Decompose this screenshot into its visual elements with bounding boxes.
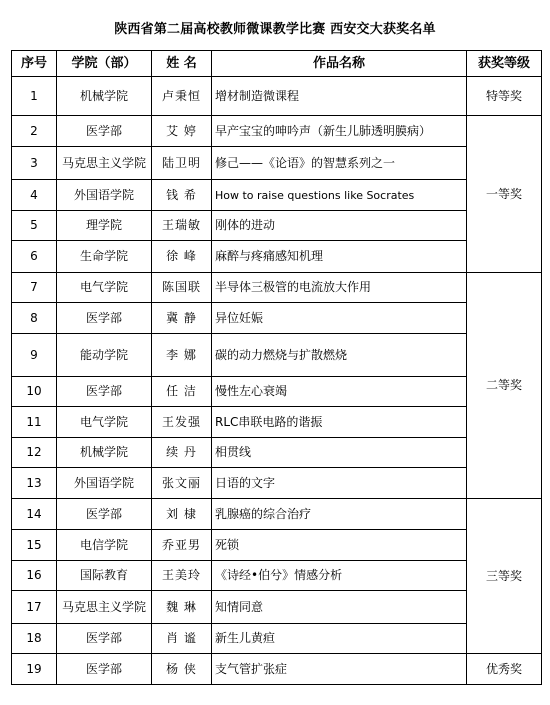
- row-work: 碳的动力燃烧与扩散燃烧: [212, 334, 467, 377]
- table-row: [12, 211, 542, 241]
- row-work: 半导体三极管的电流放大作用: [212, 273, 467, 303]
- header-work: 作品名称: [212, 51, 467, 77]
- row-work: RLC串联电路的谐振: [212, 407, 467, 438]
- table-row: [12, 499, 542, 530]
- row-work: 日语的文字: [212, 468, 467, 499]
- row-name: 任 洁: [152, 377, 212, 407]
- header-college: 学院（部）: [57, 51, 152, 77]
- row-work: 麻醉与疼痛感知机理: [212, 241, 467, 273]
- row-college: 医学部: [57, 377, 152, 407]
- row-college: 外国语学院: [57, 180, 152, 211]
- row-college: 马克思主义学院: [57, 147, 152, 180]
- table-row: [12, 591, 542, 624]
- row-work: 慢性左心衰竭: [212, 377, 467, 407]
- row-college: 能动学院: [57, 334, 152, 377]
- header-name: 姓 名: [152, 51, 212, 77]
- row-no: 18: [12, 624, 57, 654]
- row-work: 相贯线: [212, 438, 467, 468]
- row-name: 王美玲: [152, 561, 212, 591]
- table-row: [12, 303, 542, 334]
- row-no: 1: [12, 77, 57, 116]
- row-college: 机械学院: [57, 77, 152, 116]
- row-no: 15: [12, 530, 57, 561]
- table-row: [12, 116, 542, 147]
- row-work: 乳腺癌的综合治疗: [212, 499, 467, 530]
- row-no: 6: [12, 241, 57, 273]
- row-work: 增材制造微课程: [212, 77, 467, 116]
- row-no: 4: [12, 180, 57, 211]
- row-name: 艾 婷: [152, 116, 212, 147]
- row-work: How to raise questions like Socrates: [212, 180, 467, 211]
- row-name: 魏 琳: [152, 591, 212, 624]
- table-row: [12, 273, 542, 303]
- row-work: 新生儿黄疸: [212, 624, 467, 654]
- row-name: 杨 侠: [152, 654, 212, 685]
- table-row: [12, 407, 542, 438]
- row-name: 刘 棣: [152, 499, 212, 530]
- award-third: 三等奖: [467, 499, 542, 654]
- table-row: [12, 468, 542, 499]
- row-no: 14: [12, 499, 57, 530]
- row-name: 乔亚男: [152, 530, 212, 561]
- row-name: 王发强: [152, 407, 212, 438]
- row-name: 张文丽: [152, 468, 212, 499]
- row-name: 冀 静: [152, 303, 212, 334]
- table-row: [12, 654, 542, 685]
- row-work: 早产宝宝的呻吟声（新生儿肺透明膜病）: [212, 116, 467, 147]
- row-no: 2: [12, 116, 57, 147]
- award-table: [11, 50, 542, 685]
- row-name: 徐 峰: [152, 241, 212, 273]
- header-award: 获奖等级: [467, 51, 542, 77]
- row-no: 9: [12, 334, 57, 377]
- document-title: 陕西省第二届高校教师微课教学比赛 西安交大获奖名单: [114, 22, 436, 37]
- row-name: 陈国联: [152, 273, 212, 303]
- table-row: [12, 334, 542, 377]
- row-name: 王瑞敏: [152, 211, 212, 241]
- row-no: 13: [12, 468, 57, 499]
- row-no: 16: [12, 561, 57, 591]
- row-college: 医学部: [57, 116, 152, 147]
- row-name: 李 娜: [152, 334, 212, 377]
- award-second: 二等奖: [467, 273, 542, 499]
- table-row: [12, 377, 542, 407]
- row-name: 钱 希: [152, 180, 212, 211]
- header-no: 序号: [12, 51, 57, 77]
- row-college: 电信学院: [57, 530, 152, 561]
- row-college: 医学部: [57, 624, 152, 654]
- award-first: 一等奖: [467, 116, 542, 273]
- row-work: 修己——《论语》的智慧系列之一: [212, 147, 467, 180]
- award-special: 特等奖: [467, 77, 542, 116]
- row-no: 17: [12, 591, 57, 624]
- row-no: 5: [12, 211, 57, 241]
- row-college: 外国语学院: [57, 468, 152, 499]
- table-row: [12, 77, 542, 116]
- row-name: 肖 谧: [152, 624, 212, 654]
- row-college: 马克思主义学院: [57, 591, 152, 624]
- row-college: 理学院: [57, 211, 152, 241]
- row-work: 《诗经•伯兮》情感分析: [212, 561, 467, 591]
- row-work: 知情同意: [212, 591, 467, 624]
- table-row: [12, 241, 542, 273]
- row-name: 续 丹: [152, 438, 212, 468]
- row-work: 死锁: [212, 530, 467, 561]
- row-college: 机械学院: [57, 438, 152, 468]
- row-name: 陆卫明: [152, 147, 212, 180]
- table-row: [12, 147, 542, 180]
- row-no: 8: [12, 303, 57, 334]
- row-no: 11: [12, 407, 57, 438]
- row-work: 异位妊娠: [212, 303, 467, 334]
- table-row: [12, 180, 542, 211]
- row-college: 医学部: [57, 654, 152, 685]
- row-college: 国际教育: [57, 561, 152, 591]
- table-header-row: [12, 51, 542, 77]
- row-no: 12: [12, 438, 57, 468]
- table-row: [12, 530, 542, 561]
- table-row: [12, 561, 542, 591]
- row-college: 医学部: [57, 303, 152, 334]
- row-no: 19: [12, 654, 57, 685]
- row-work: 支气管扩张症: [212, 654, 467, 685]
- award-excellent: 优秀奖: [467, 654, 542, 685]
- row-no: 3: [12, 147, 57, 180]
- row-no: 7: [12, 273, 57, 303]
- table-row: [12, 624, 542, 654]
- row-no: 10: [12, 377, 57, 407]
- row-work: 刚体的进动: [212, 211, 467, 241]
- row-name: 卢秉恒: [152, 77, 212, 116]
- row-college: 电气学院: [57, 407, 152, 438]
- row-college: 生命学院: [57, 241, 152, 273]
- row-college: 医学部: [57, 499, 152, 530]
- row-college: 电气学院: [57, 273, 152, 303]
- table-row: [12, 438, 542, 468]
